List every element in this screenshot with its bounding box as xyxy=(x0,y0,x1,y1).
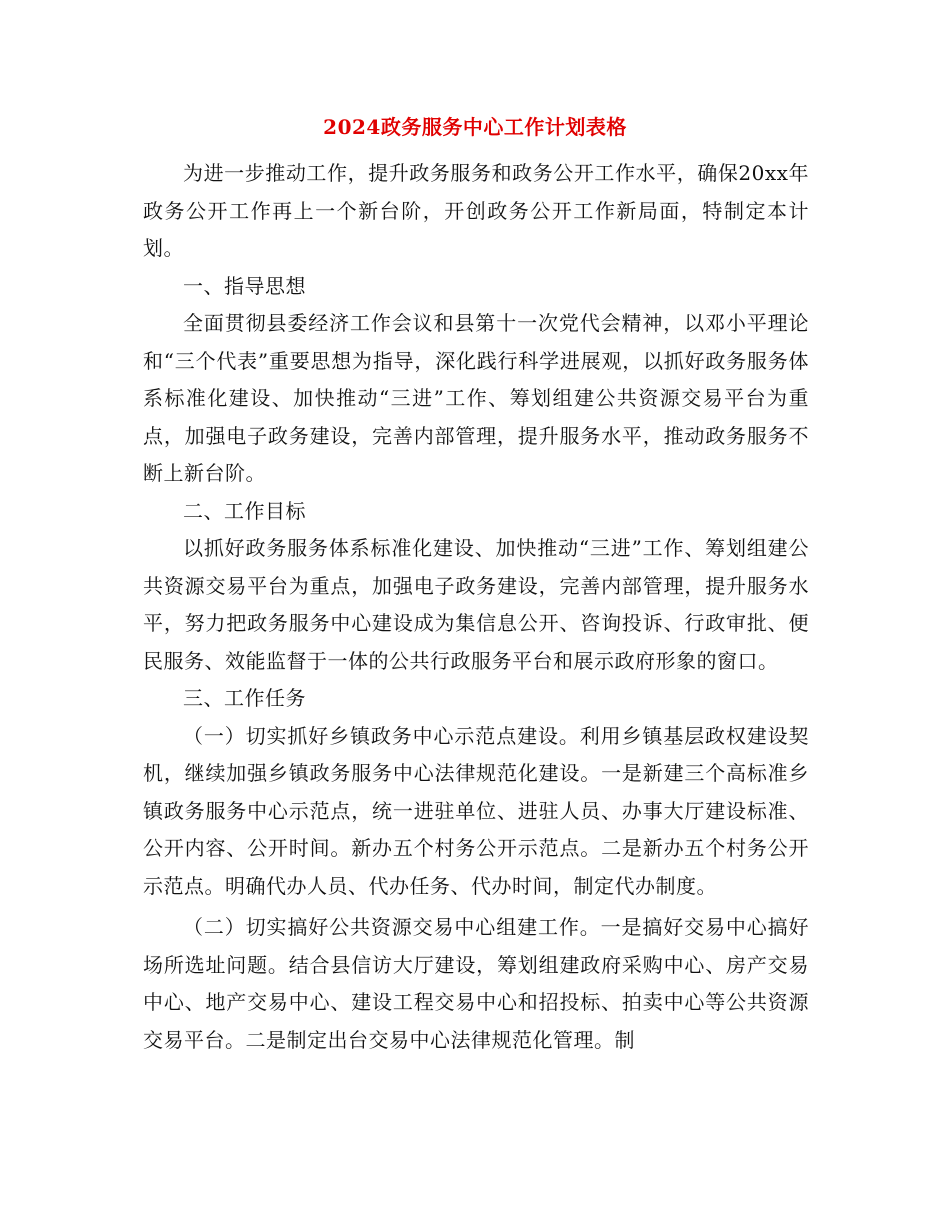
task-one-paragraph: （一）切实抓好乡镇政务中心示范点建设。利用乡镇基层政权建设契机，继续加强乡镇政务服务中心法律规范化建设。一是新建三个高标准乡镇政务服务中心示范点，统一进驻单位、进驻人员、办事大厅建设标准、公开内容、公开时间。新办五个村务公开示范点。二是新办五个村务公开示范点。明确代办人员、代办任务、代办时间，制定代办制度。 xyxy=(143,723,809,898)
section-heading-work-goals: 二、工作目标 xyxy=(183,498,306,523)
document-title: 2024政务服务中心工作计划表格 xyxy=(323,115,627,139)
task-two-paragraph: （二）切实搞好公共资源交易中心组建工作。一是搞好交易中心搞好场所选址问题。结合县信访大厅建设，筹划组建政府采购中心、房产交易中心、地产交易中心、建设工程交易中心和招投标、拍卖中心等公共资源交易平台。二是制定出台交易中心法律规范化管理。制 xyxy=(143,915,809,1052)
document-body xyxy=(143,155,809,1059)
guiding-thought-paragraph: 全面贯彻县委经济工作会议和县第十一次党代会精神，以邓小平理论和“三个代表”重要思想为指导，深化践行科学进展观，以抓好政务服务体系标准化建设、加快推动“三进”工作、筹划组建公共资源交易平台为重点，加强电子政务建设，完善内部管理，提升服务水平，推动政务服务不断上新台阶。 xyxy=(143,311,809,485)
work-goals-paragraph: 以抓好政务服务体系标准化建设、加快推动“三进”工作、筹划组建公共资源交易平台为重点，加强电子政务建设，完善内部管理，提升服务水平，努力把政务服务中心建设成为集信息公开、咨询投诉、行政审批、便民服务、效能监督于一体的公共行政服务平台和展示政府形象的窗口。 xyxy=(143,536,809,673)
section-heading-work-tasks: 三、工作任务 xyxy=(183,686,306,710)
intro-paragraph: 为进一步推动工作，提升政务服务和政务公开工作水平，确保20xx年政务公开工作再上一个新台阶，开创政务公开工作新局面，特制定本计划。 xyxy=(143,161,809,260)
section-heading-guiding-thought: 一、指导思想 xyxy=(183,273,306,298)
